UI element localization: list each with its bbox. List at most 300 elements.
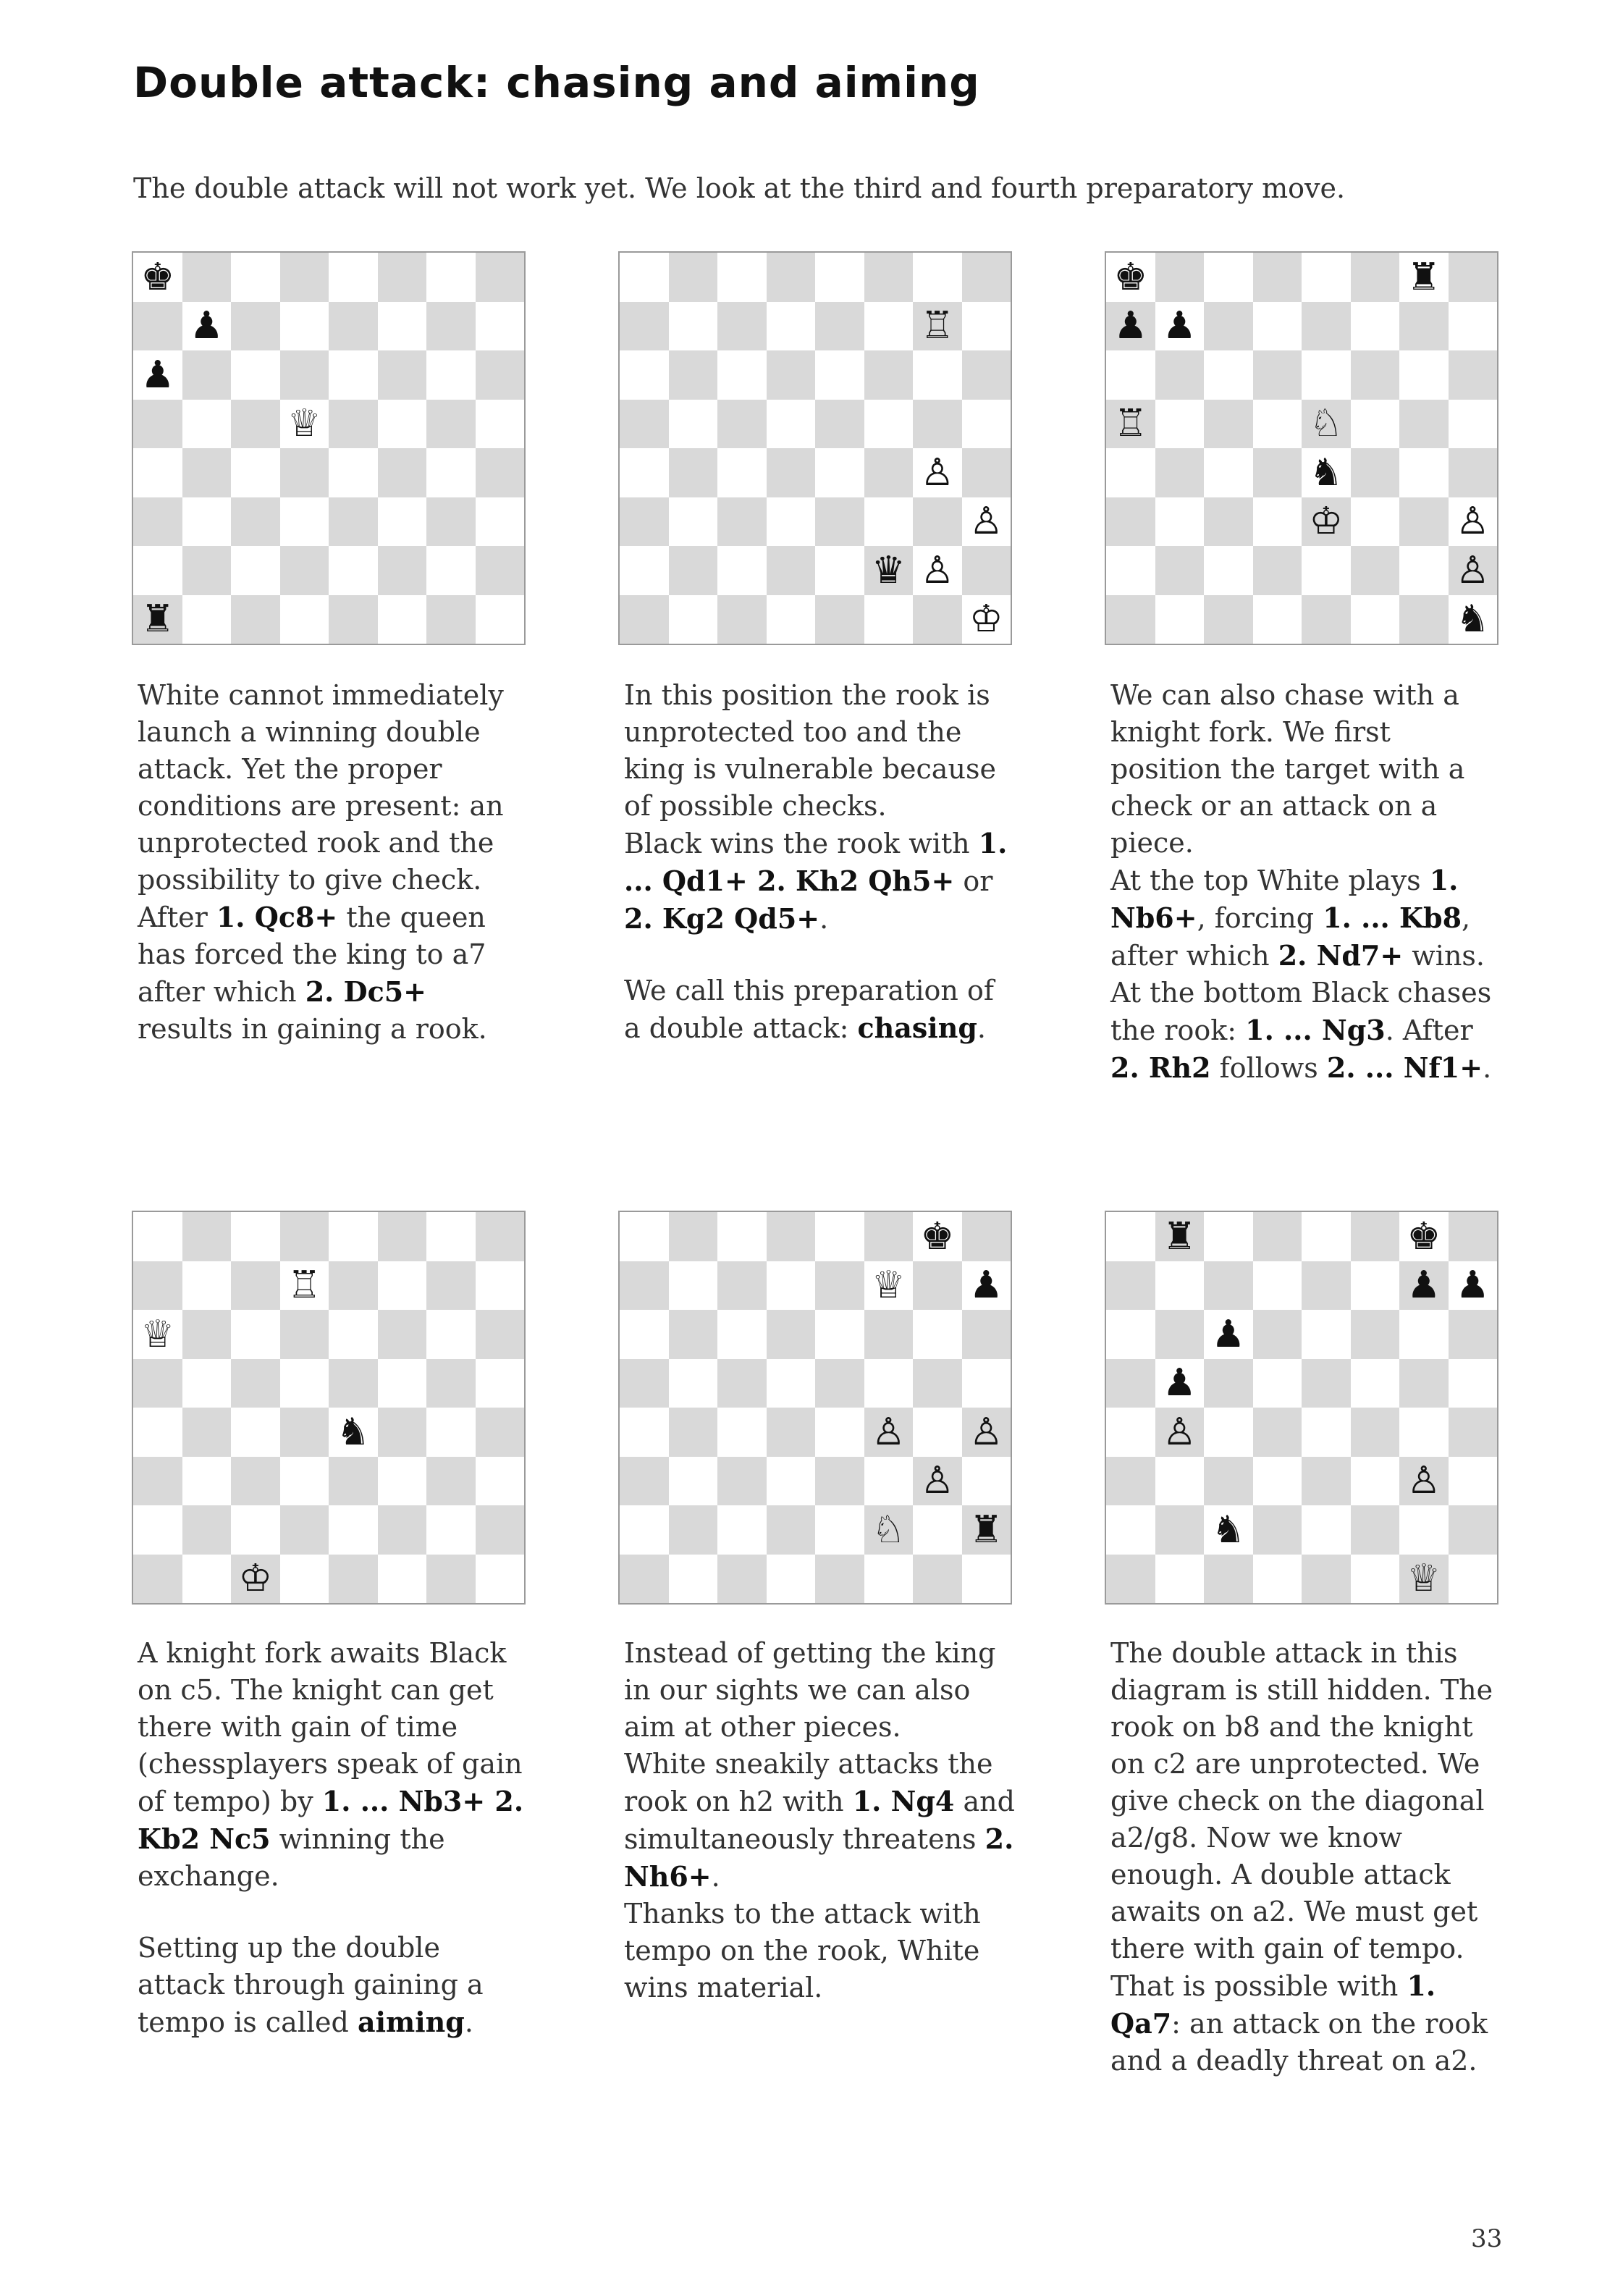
caption-text: . bbox=[1483, 1052, 1492, 1084]
square-d8 bbox=[767, 1212, 816, 1261]
square-e4 bbox=[1302, 1408, 1351, 1457]
square-g2 bbox=[1399, 546, 1449, 595]
square-h3 bbox=[1449, 1457, 1498, 1506]
square-b4 bbox=[1155, 448, 1205, 497]
caption-text: . bbox=[711, 1861, 720, 1893]
square-b5 bbox=[669, 1359, 718, 1408]
square-b1 bbox=[1155, 595, 1205, 644]
square-e2 bbox=[815, 1505, 864, 1555]
chess-move: 1. ... Kb8 bbox=[1323, 901, 1462, 934]
square-a7 bbox=[133, 1261, 182, 1311]
square-c7 bbox=[1204, 1261, 1253, 1311]
square-a8 bbox=[133, 1212, 182, 1261]
square-e1 bbox=[1302, 595, 1351, 644]
square-g6 bbox=[1399, 350, 1449, 400]
caption-paragraph bbox=[624, 972, 1015, 1047]
square-a2 bbox=[133, 546, 182, 595]
white-king-icon: ♔ bbox=[969, 597, 1003, 642]
square-c1 bbox=[231, 1555, 280, 1604]
square-a5 bbox=[620, 400, 669, 449]
square-c1 bbox=[717, 595, 767, 644]
square-g7 bbox=[1399, 1261, 1449, 1311]
square-f1 bbox=[1351, 1555, 1400, 1604]
square-g4 bbox=[426, 1408, 476, 1457]
caption-text: . bbox=[977, 1012, 987, 1044]
square-c6 bbox=[231, 1310, 280, 1359]
square-f5 bbox=[378, 1359, 427, 1408]
square-c3 bbox=[231, 497, 280, 547]
square-c5 bbox=[231, 1359, 280, 1408]
square-d4 bbox=[280, 448, 329, 497]
square-f2 bbox=[1351, 546, 1400, 595]
square-f1 bbox=[1351, 595, 1400, 644]
square-h1 bbox=[962, 1555, 1011, 1604]
square-c5 bbox=[1204, 400, 1253, 449]
square-g6 bbox=[1399, 1310, 1449, 1359]
square-h8 bbox=[1449, 1212, 1498, 1261]
square-d7 bbox=[1253, 1261, 1302, 1311]
square-f3 bbox=[378, 1457, 427, 1506]
square-b8 bbox=[1155, 1212, 1205, 1261]
caption-diagram-3 bbox=[1110, 677, 1501, 1087]
caption-text: White cannot immediately launch a winning double attack. Yet the proper conditions are present: an unprotected rook and the possibility to give check. After bbox=[138, 679, 504, 933]
caption-paragraph bbox=[624, 1635, 1015, 1746]
square-d7 bbox=[280, 1261, 329, 1311]
square-a7 bbox=[620, 302, 669, 351]
square-e7 bbox=[1302, 1261, 1351, 1311]
white-rook-icon: ♖ bbox=[1113, 402, 1148, 446]
square-f4 bbox=[1351, 1408, 1400, 1457]
square-d6 bbox=[767, 350, 816, 400]
square-a3 bbox=[133, 497, 182, 547]
square-d4 bbox=[767, 1408, 816, 1457]
black-king-icon: ♚ bbox=[1113, 255, 1148, 299]
square-e7 bbox=[815, 302, 864, 351]
square-f3 bbox=[864, 1457, 914, 1506]
square-h8 bbox=[476, 1212, 525, 1261]
square-e8 bbox=[1302, 1212, 1351, 1261]
square-g1 bbox=[1399, 1555, 1449, 1604]
square-a5 bbox=[1106, 400, 1155, 449]
square-a6 bbox=[133, 350, 182, 400]
square-g1 bbox=[1399, 595, 1449, 644]
square-f1 bbox=[864, 595, 914, 644]
square-b3 bbox=[669, 1457, 718, 1506]
square-h6 bbox=[476, 1310, 525, 1359]
caption-text: Black wins the rook with bbox=[624, 828, 979, 859]
square-h3 bbox=[476, 1457, 525, 1506]
caption-paragraph bbox=[138, 1930, 528, 2041]
square-a6 bbox=[1106, 350, 1155, 400]
caption-text: winning the exchange. bbox=[138, 1823, 445, 1892]
caption-text: A knight fork awaits Black on c5. The knight can get there with gain of time (chessplayers speak of gain of tempo) by bbox=[138, 1637, 523, 1817]
square-g8 bbox=[426, 253, 476, 302]
square-d3 bbox=[767, 1457, 816, 1506]
caption-text: follows bbox=[1210, 1052, 1327, 1084]
square-c6 bbox=[231, 350, 280, 400]
square-c8 bbox=[231, 253, 280, 302]
square-f6 bbox=[864, 1310, 914, 1359]
square-c5 bbox=[717, 1359, 767, 1408]
square-h1 bbox=[476, 595, 525, 644]
caption-paragraph bbox=[1110, 975, 1501, 1087]
square-f4 bbox=[864, 448, 914, 497]
square-h4 bbox=[962, 1408, 1011, 1457]
square-a7 bbox=[1106, 1261, 1155, 1311]
caption-text: Setting up the double attack through gaining a tempo is called bbox=[138, 1932, 484, 2038]
square-g7 bbox=[913, 302, 962, 351]
black-pawn-icon: ♟ bbox=[1162, 1361, 1197, 1405]
square-g7 bbox=[913, 1261, 962, 1311]
square-b8 bbox=[669, 253, 718, 302]
caption-text: results in gaining a rook. bbox=[138, 1013, 487, 1045]
chess-move: 2. Dc5+ bbox=[305, 975, 426, 1008]
caption-text: , after which bbox=[1110, 902, 1471, 972]
black-pawn-icon: ♟ bbox=[1113, 304, 1148, 348]
page-title: Double attack: chasing and aiming bbox=[133, 58, 980, 107]
chess-diagram-3 bbox=[1106, 253, 1497, 644]
square-h2 bbox=[962, 546, 1011, 595]
square-e6 bbox=[815, 1310, 864, 1359]
square-h6 bbox=[1449, 350, 1498, 400]
square-d2 bbox=[1253, 1505, 1302, 1555]
square-d2 bbox=[767, 1505, 816, 1555]
square-c5 bbox=[1204, 1359, 1253, 1408]
square-a3 bbox=[620, 497, 669, 547]
caption-diagram-5 bbox=[624, 1635, 1015, 2006]
square-f2 bbox=[378, 546, 427, 595]
square-d6 bbox=[767, 1310, 816, 1359]
square-f7 bbox=[864, 1261, 914, 1311]
square-h5 bbox=[1449, 400, 1498, 449]
square-d8 bbox=[280, 1212, 329, 1261]
square-a4 bbox=[133, 448, 182, 497]
square-b6 bbox=[669, 350, 718, 400]
square-e6 bbox=[1302, 1310, 1351, 1359]
square-b3 bbox=[1155, 497, 1205, 547]
square-f7 bbox=[1351, 302, 1400, 351]
square-a1 bbox=[133, 1555, 182, 1604]
square-b3 bbox=[669, 497, 718, 547]
square-e2 bbox=[329, 1505, 378, 1555]
square-e4 bbox=[1302, 448, 1351, 497]
caption-text: the queen has forced the king to a7 after which bbox=[138, 901, 486, 1008]
square-h1 bbox=[1449, 595, 1498, 644]
square-h8 bbox=[476, 253, 525, 302]
square-d3 bbox=[1253, 1457, 1302, 1506]
square-h4 bbox=[1449, 448, 1498, 497]
square-b5 bbox=[669, 400, 718, 449]
square-b2 bbox=[1155, 546, 1205, 595]
white-king-icon: ♔ bbox=[1309, 500, 1344, 544]
square-f2 bbox=[864, 546, 914, 595]
black-pawn-icon: ♟ bbox=[969, 1263, 1003, 1308]
square-g5 bbox=[1399, 400, 1449, 449]
square-g3 bbox=[426, 1457, 476, 1506]
square-f3 bbox=[1351, 497, 1400, 547]
square-b2 bbox=[182, 1505, 232, 1555]
caption-paragraph bbox=[624, 1896, 1015, 2006]
square-g4 bbox=[913, 448, 962, 497]
square-b6 bbox=[669, 1310, 718, 1359]
black-pawn-icon: ♟ bbox=[1455, 1263, 1490, 1308]
square-b7 bbox=[182, 302, 232, 351]
square-c3 bbox=[1204, 1457, 1253, 1506]
caption-text: Instead of getting the king in our sights we can also aim at other pieces. bbox=[624, 1637, 996, 1743]
square-e8 bbox=[815, 1212, 864, 1261]
square-h4 bbox=[1449, 1408, 1498, 1457]
square-c7 bbox=[1204, 302, 1253, 351]
square-d5 bbox=[1253, 400, 1302, 449]
square-d8 bbox=[280, 253, 329, 302]
square-f6 bbox=[864, 350, 914, 400]
square-b2 bbox=[182, 546, 232, 595]
caption-text: In this position the rook is unprotected too and the king is vulnerable because of possible checks. bbox=[624, 679, 996, 822]
square-f2 bbox=[1351, 1505, 1400, 1555]
square-f1 bbox=[864, 1555, 914, 1604]
square-h2 bbox=[1449, 1505, 1498, 1555]
square-d8 bbox=[767, 253, 816, 302]
caption-text: . bbox=[819, 903, 829, 935]
square-g4 bbox=[913, 1408, 962, 1457]
white-knight-icon: ♘ bbox=[871, 1507, 906, 1552]
caption-paragraph bbox=[1110, 862, 1501, 975]
square-c2 bbox=[1204, 1505, 1253, 1555]
square-f5 bbox=[1351, 400, 1400, 449]
square-g8 bbox=[1399, 1212, 1449, 1261]
square-c3 bbox=[1204, 497, 1253, 547]
square-h6 bbox=[962, 350, 1011, 400]
black-rook-icon: ♜ bbox=[1162, 1214, 1197, 1258]
caption-paragraph bbox=[1110, 1635, 1501, 2080]
square-c2 bbox=[1204, 546, 1253, 595]
square-c6 bbox=[1204, 350, 1253, 400]
square-g5 bbox=[426, 400, 476, 449]
square-d7 bbox=[767, 302, 816, 351]
chess-move: 1. ... Nb3+ 2. Kb2 Nc5 bbox=[138, 1785, 524, 1855]
square-g8 bbox=[913, 253, 962, 302]
square-e8 bbox=[815, 253, 864, 302]
square-f5 bbox=[1351, 1359, 1400, 1408]
square-c4 bbox=[231, 1408, 280, 1457]
square-g2 bbox=[426, 1505, 476, 1555]
square-c5 bbox=[231, 400, 280, 449]
square-d4 bbox=[280, 1408, 329, 1457]
square-a7 bbox=[1106, 302, 1155, 351]
square-b2 bbox=[669, 546, 718, 595]
square-a3 bbox=[133, 1457, 182, 1506]
square-e2 bbox=[815, 546, 864, 595]
square-d3 bbox=[280, 1457, 329, 1506]
square-e1 bbox=[815, 1555, 864, 1604]
square-a5 bbox=[133, 1359, 182, 1408]
square-a1 bbox=[620, 595, 669, 644]
square-d5 bbox=[1253, 1359, 1302, 1408]
square-e5 bbox=[815, 400, 864, 449]
square-b1 bbox=[669, 1555, 718, 1604]
square-c4 bbox=[231, 448, 280, 497]
square-d1 bbox=[1253, 595, 1302, 644]
square-h3 bbox=[476, 497, 525, 547]
square-e5 bbox=[329, 400, 378, 449]
square-e3 bbox=[329, 1457, 378, 1506]
caption-diagram-4 bbox=[138, 1635, 528, 2041]
caption-text: Thanks to the attack with tempo on the rook, White wins material. bbox=[624, 1898, 981, 2003]
square-c4 bbox=[1204, 1408, 1253, 1457]
black-queen-icon: ♛ bbox=[871, 548, 906, 592]
square-g3 bbox=[913, 497, 962, 547]
square-g5 bbox=[426, 1359, 476, 1408]
square-b6 bbox=[1155, 350, 1205, 400]
square-a4 bbox=[1106, 448, 1155, 497]
square-e5 bbox=[1302, 1359, 1351, 1408]
chess-diagram-1 bbox=[133, 253, 524, 644]
square-a5 bbox=[1106, 1359, 1155, 1408]
square-g8 bbox=[426, 1212, 476, 1261]
square-d1 bbox=[1253, 1555, 1302, 1604]
square-e8 bbox=[329, 1212, 378, 1261]
square-f3 bbox=[864, 497, 914, 547]
square-b5 bbox=[1155, 1359, 1205, 1408]
square-a8 bbox=[620, 1212, 669, 1261]
square-c1 bbox=[1204, 1555, 1253, 1604]
square-c8 bbox=[1204, 253, 1253, 302]
black-pawn-icon: ♟ bbox=[189, 304, 224, 348]
square-g1 bbox=[913, 595, 962, 644]
square-h1 bbox=[962, 595, 1011, 644]
square-g7 bbox=[426, 302, 476, 351]
white-pawn-icon: ♙ bbox=[920, 450, 955, 495]
square-h4 bbox=[476, 1408, 525, 1457]
square-c7 bbox=[717, 1261, 767, 1311]
square-h6 bbox=[476, 350, 525, 400]
square-e2 bbox=[329, 546, 378, 595]
square-h3 bbox=[1449, 497, 1498, 547]
square-c4 bbox=[717, 1408, 767, 1457]
square-b7 bbox=[669, 302, 718, 351]
square-b4 bbox=[1155, 1408, 1205, 1457]
caption-paragraph bbox=[138, 677, 528, 1048]
square-c8 bbox=[717, 253, 767, 302]
black-pawn-icon: ♟ bbox=[1162, 304, 1197, 348]
square-h3 bbox=[962, 497, 1011, 547]
page-number: 33 bbox=[1471, 2224, 1503, 2253]
caption-text: and simultaneously threatens bbox=[624, 1786, 1015, 1855]
square-f6 bbox=[1351, 1310, 1400, 1359]
square-d2 bbox=[280, 546, 329, 595]
square-b1 bbox=[1155, 1555, 1205, 1604]
square-a4 bbox=[133, 1408, 182, 1457]
square-d8 bbox=[1253, 1212, 1302, 1261]
square-e5 bbox=[329, 1359, 378, 1408]
white-pawn-icon: ♙ bbox=[1162, 1410, 1197, 1454]
square-c3 bbox=[717, 497, 767, 547]
square-f4 bbox=[378, 1408, 427, 1457]
square-f2 bbox=[864, 1505, 914, 1555]
square-g3 bbox=[1399, 497, 1449, 547]
square-c6 bbox=[1204, 1310, 1253, 1359]
square-f8 bbox=[1351, 253, 1400, 302]
square-g1 bbox=[426, 595, 476, 644]
square-e2 bbox=[1302, 546, 1351, 595]
square-b2 bbox=[1155, 1505, 1205, 1555]
square-b2 bbox=[669, 1505, 718, 1555]
square-b8 bbox=[1155, 253, 1205, 302]
square-b1 bbox=[182, 1555, 232, 1604]
white-pawn-icon: ♙ bbox=[1407, 1459, 1441, 1503]
square-h5 bbox=[1449, 1359, 1498, 1408]
square-d8 bbox=[1253, 253, 1302, 302]
black-knight-icon: ♞ bbox=[1455, 597, 1490, 642]
square-f6 bbox=[378, 350, 427, 400]
square-e3 bbox=[815, 1457, 864, 1506]
caption-paragraph bbox=[624, 825, 1015, 938]
chess-move: 1. Ng4 bbox=[852, 1785, 955, 1817]
square-f4 bbox=[1351, 448, 1400, 497]
square-h1 bbox=[1449, 1555, 1498, 1604]
square-g8 bbox=[1399, 253, 1449, 302]
square-g1 bbox=[913, 1555, 962, 1604]
square-a1 bbox=[620, 1555, 669, 1604]
black-knight-icon: ♞ bbox=[336, 1410, 371, 1454]
caption-text: : an attack on the rook and a deadly threat on a2. bbox=[1110, 2008, 1488, 2077]
square-a2 bbox=[1106, 1505, 1155, 1555]
caption-text: or bbox=[954, 865, 993, 897]
chess-move: 2. Kg2 Qd5+ bbox=[624, 902, 820, 935]
square-a3 bbox=[1106, 1457, 1155, 1506]
square-d4 bbox=[767, 448, 816, 497]
square-d1 bbox=[280, 1555, 329, 1604]
square-c3 bbox=[717, 1457, 767, 1506]
square-c7 bbox=[717, 302, 767, 351]
square-d1 bbox=[767, 595, 816, 644]
square-a2 bbox=[133, 1505, 182, 1555]
square-f2 bbox=[378, 1505, 427, 1555]
square-c7 bbox=[231, 1261, 280, 1311]
square-a7 bbox=[133, 302, 182, 351]
square-e3 bbox=[815, 497, 864, 547]
square-b4 bbox=[669, 448, 718, 497]
chess-move: aiming bbox=[357, 2006, 465, 2038]
chess-move: 2. ... Nf1+ bbox=[1326, 1051, 1483, 1084]
square-b8 bbox=[182, 1212, 232, 1261]
square-a5 bbox=[620, 1359, 669, 1408]
square-b6 bbox=[182, 350, 232, 400]
square-a2 bbox=[620, 1505, 669, 1555]
chess-move: 2. Rh2 bbox=[1110, 1051, 1211, 1084]
square-e2 bbox=[1302, 1505, 1351, 1555]
square-f8 bbox=[1351, 1212, 1400, 1261]
square-e7 bbox=[329, 1261, 378, 1311]
square-g6 bbox=[913, 1310, 962, 1359]
square-e4 bbox=[329, 448, 378, 497]
square-h2 bbox=[962, 1505, 1011, 1555]
square-c1 bbox=[1204, 595, 1253, 644]
square-f8 bbox=[864, 253, 914, 302]
square-h5 bbox=[476, 400, 525, 449]
square-a8 bbox=[133, 253, 182, 302]
chess-move: 1. ... Ng3 bbox=[1245, 1014, 1386, 1046]
caption-text: At the bottom Black chases the rook: bbox=[1110, 977, 1492, 1046]
square-d6 bbox=[280, 350, 329, 400]
square-h8 bbox=[962, 1212, 1011, 1261]
caption-paragraph bbox=[624, 677, 1015, 825]
square-d7 bbox=[767, 1261, 816, 1311]
black-rook-icon: ♜ bbox=[969, 1507, 1003, 1552]
square-a8 bbox=[620, 253, 669, 302]
square-h3 bbox=[962, 1457, 1011, 1506]
square-b6 bbox=[182, 1310, 232, 1359]
